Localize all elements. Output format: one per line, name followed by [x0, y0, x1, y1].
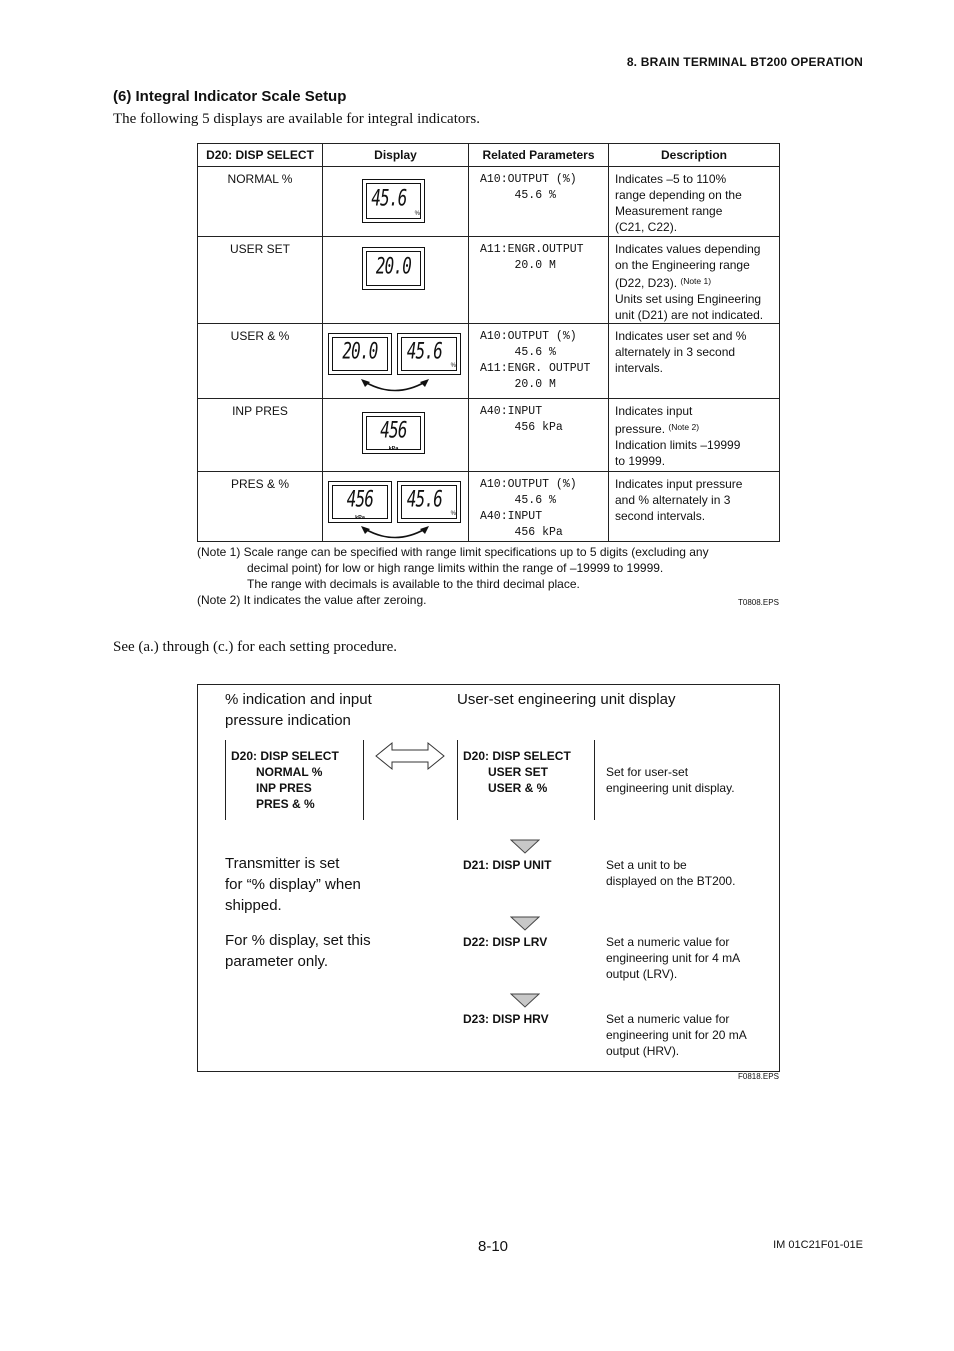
setup-flow-diagram [197, 684, 780, 1072]
display-cell [323, 324, 469, 399]
step-desc: Set a numeric value for engineering unit for 4 mA output (LRV). [606, 935, 741, 981]
right-title: User-set engineering unit display [457, 691, 676, 708]
note-2: (Note 2) It indicates the value after zeroing. [197, 593, 427, 607]
right-select-items: USER SET USER & % [488, 765, 549, 795]
note-ref: (Note 2) [668, 422, 700, 432]
lcd-unit: % [450, 363, 456, 369]
lcd-value: 456 [346, 487, 374, 513]
note-1-cont: decimal point) for low or high range limits within the range of –19999 to 19999. [247, 561, 664, 575]
table-row [198, 324, 780, 399]
page-number: 8-10 [478, 1238, 509, 1255]
intro-text: The following 5 displays are available for integral indicators. [113, 111, 480, 127]
select-cell: NORMAL % [198, 167, 323, 237]
display-table [197, 143, 780, 542]
table-notes [197, 544, 709, 608]
display-cell [323, 237, 469, 324]
lcd-display [397, 481, 461, 523]
lcd-display [328, 333, 392, 375]
select-cell: INP PRES [198, 399, 323, 472]
table-row [198, 399, 780, 472]
params-cell: A10:OUTPUT (%) 45.6 % A40:INPUT 456 kPa [469, 472, 609, 542]
shipped-note: Transmitter is set for “% display” when shipped. [225, 855, 361, 914]
step-label: D21: DISP UNIT [463, 858, 552, 872]
lcd-display [362, 247, 425, 290]
left-select-items: NORMAL % INP PRES PRES & % [256, 765, 323, 811]
display-cell [323, 472, 469, 542]
lcd-unit: % [414, 211, 420, 217]
left-title: % indication and input pressure indication [225, 691, 372, 729]
lcd-value: 20.0 [375, 254, 412, 279]
select-cell: PRES & % [198, 472, 323, 542]
description-cell: Indicates –5 to 110% range depending on the Measurement range (C21, C22). [609, 167, 780, 237]
note-ref: (Note 1) [680, 276, 712, 286]
display-cell [323, 167, 469, 237]
step-label: D22: DISP LRV [463, 935, 548, 949]
percent-note: For % display, set this parameter only. [225, 932, 371, 970]
col-header: D20: DISP SELECT [198, 144, 323, 167]
col-header: Display [323, 144, 469, 167]
alternate-arrow-icon [359, 522, 431, 544]
down-triangle-icon [510, 916, 540, 931]
step-label: D23: DISP HRV [463, 1012, 549, 1026]
description-cell: Indicates user set and % alternately in 3 second intervals. [609, 324, 780, 399]
step-desc: Set a numeric value for engineering unit for 20 mA output (HRV). [606, 1012, 747, 1058]
section-title: (6) Integral Indicator Scale Setup [113, 88, 347, 105]
params-cell: A10:OUTPUT (%) 45.6 % [469, 167, 609, 237]
col-header: Related Parameters [469, 144, 609, 167]
double-arrow-icon [374, 741, 446, 771]
lcd-display [397, 333, 461, 375]
lcd-unit: % [450, 511, 456, 517]
down-triangle-icon [510, 993, 540, 1008]
running-header: 8. BRAIN TERMINAL BT200 OPERATION [626, 55, 863, 69]
params-cell: A40:INPUT 456 kPa [469, 399, 609, 472]
right-select-head: D20: DISP SELECT [463, 749, 571, 763]
lcd-display [328, 481, 392, 523]
lcd-value: 20.0 [342, 339, 378, 365]
select-cell: USER & % [198, 324, 323, 399]
params-cell: A10:OUTPUT (%) 45.6 % A11:ENGR. OUTPUT 20.0 M [469, 324, 609, 399]
see-text: See (a.) through (c.) for each setting procedure. [113, 639, 398, 655]
figure-code: F0818.EPS [738, 1072, 779, 1081]
doc-id: IM 01C21F01-01E [773, 1239, 863, 1251]
right-select-desc: Set for user-set engineering unit display. [606, 765, 735, 795]
step-desc: Set a unit to be displayed on the BT200. [606, 858, 736, 888]
lcd-value: 45.6 [406, 339, 443, 365]
select-cell: USER SET [198, 237, 323, 324]
table-header-row [198, 144, 780, 167]
alternate-arrow-icon [359, 375, 431, 397]
lcd-unit: kPa [355, 515, 365, 521]
note-1-cont: The range with decimals is available to the third decimal place. [247, 577, 580, 591]
lcd-unit: kPa [388, 446, 399, 452]
lcd-display [362, 179, 425, 223]
description-cell: Indicates input pressure and % alternately in 3 second intervals. [609, 472, 780, 542]
display-cell [323, 399, 469, 472]
table-row [198, 167, 780, 237]
table-row [198, 237, 780, 324]
table-row [198, 472, 780, 542]
lcd-value: 45.6 [406, 487, 443, 513]
col-header: Description [609, 144, 780, 167]
description-cell: Indicates values depending on the Engineering range (D22, D23). $^{(Note 1)}$ Units set using Engineering unit (D21) are not indicated. [609, 237, 780, 324]
left-select-head: D20: DISP SELECT [231, 749, 339, 763]
lcd-value: 456 [380, 418, 407, 444]
lcd-display [362, 412, 425, 454]
lcd-value: 45.6 [371, 186, 407, 212]
params-cell: A11:ENGR.OUTPUT 20.0 M [469, 237, 609, 324]
note-1: (Note 1) Scale range can be specified with range limit specifications up to 5 digits (excluding any [197, 545, 709, 559]
down-triangle-icon [510, 839, 540, 854]
table-code: T0808.EPS [738, 598, 779, 607]
description-cell: Indicates input pressure. $^{(Note 2)}$ Indication limits –19999 to 19999. [609, 399, 780, 472]
